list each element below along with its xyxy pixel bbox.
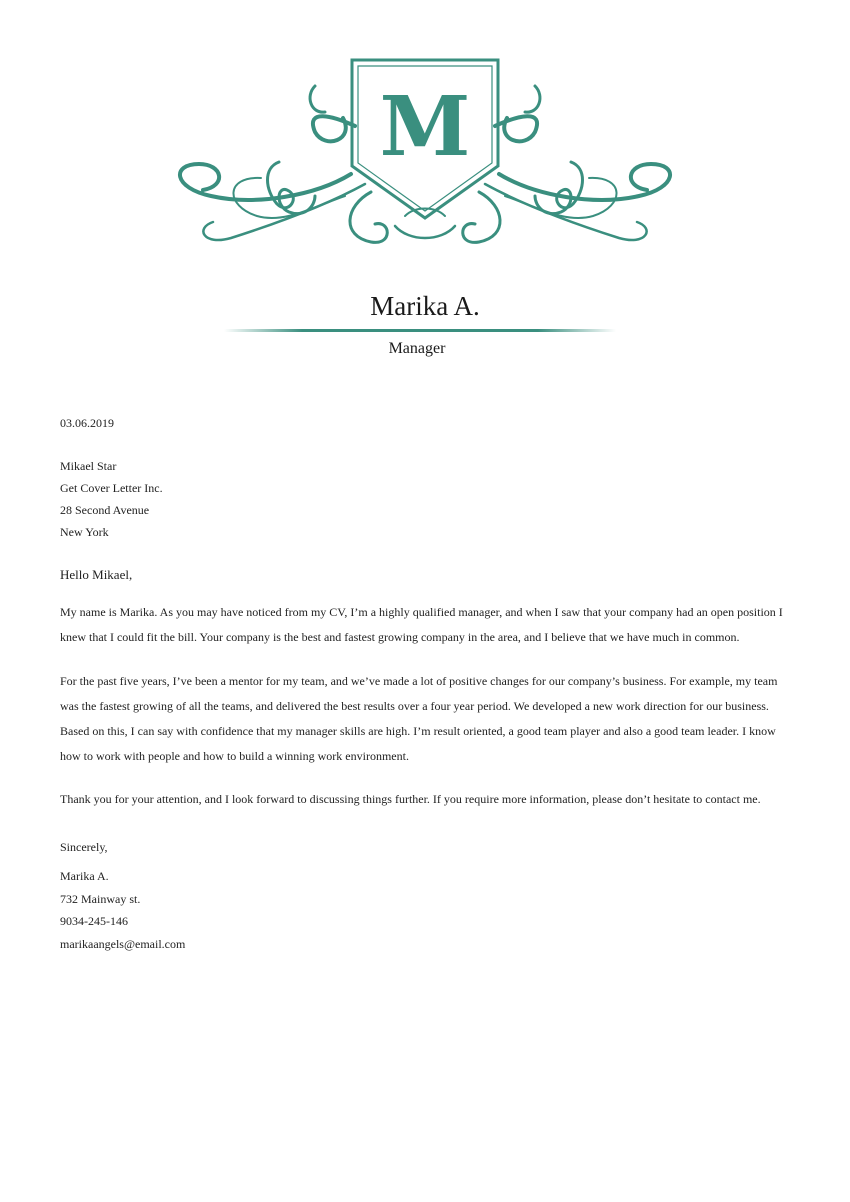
applicant-name: Marika A. — [370, 291, 480, 321]
name-divider — [224, 329, 616, 332]
letter-date: 03.06.2019 — [60, 416, 114, 430]
recipient-city: New York — [60, 525, 109, 539]
recipient-street: 28 Second Avenue — [60, 503, 150, 517]
letter-body — [60, 412, 795, 956]
greeting: Hello Mikael, — [60, 567, 133, 582]
sender-details — [60, 865, 795, 956]
sender-street: 732 Mainway st. — [60, 891, 141, 906]
paragraph-skills: Based on this, I can say with confidence that my manager skills are high. I’m result oriented, a good team player and also a good team leader. I know how to work with people and how to build a winning work environment. — [60, 724, 776, 763]
monogram-letter: M — [379, 79, 471, 175]
sender-name: Marika A. — [60, 869, 109, 883]
job-title: Manager — [388, 340, 446, 357]
sender-email[interactable]: marikaangels@email.com — [60, 937, 186, 952]
recipient-name: Mikael Star — [60, 459, 117, 473]
paragraph-experience: For the past five years, I’ve been a mentor for my team, and we’ve made a lot of positive changes for our company’s business. For example, my team was the fastest growing of all the teams, and delivered the best results over a four year period. We developed a new work direction for our business. — [60, 674, 778, 713]
paragraph-thanks: Thank you for your attention, and I look forward to discussing things further. If you require more information, please don’t hesitate to contact me. — [60, 792, 761, 806]
recipient-address — [60, 455, 795, 543]
recipient-company: Get Cover Letter Inc. — [60, 481, 163, 495]
sender-phone: 9034-245-146 — [60, 914, 128, 929]
closing: Sincerely, — [60, 840, 108, 854]
paragraph-intro: My name is Marika. As you may have noticed from my CV, I’m a highly qualified manager, and when I saw that your company had an open position I knew that I could fit the bill. Your company is the best and fastest growing company in the area, and I believe that we have much in common. — [60, 605, 783, 644]
